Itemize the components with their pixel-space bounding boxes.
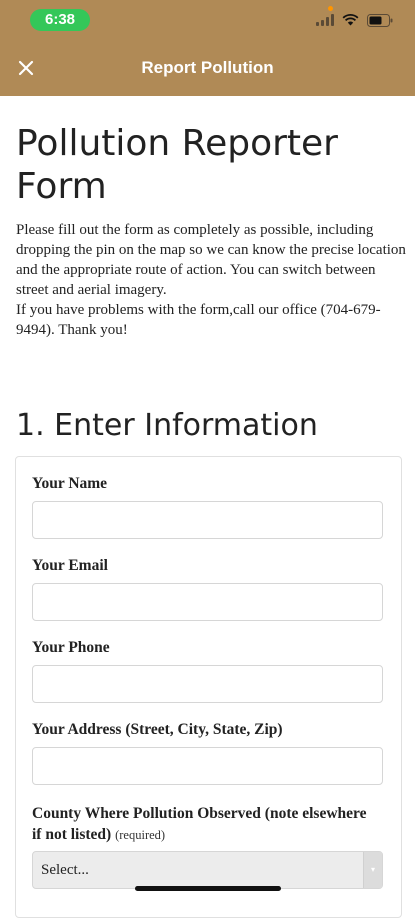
required-indicator: (required) — [115, 828, 166, 842]
select-arrow-icon: ▾ — [363, 852, 382, 888]
information-form — [15, 456, 402, 918]
home-indicator — [135, 886, 281, 891]
wifi-icon — [342, 14, 359, 26]
app-header — [0, 0, 415, 96]
name-label: Your Name — [32, 475, 108, 492]
phone-input[interactable] — [32, 665, 383, 703]
phone-label: Your Phone — [32, 639, 110, 656]
county-select-value: Select... — [41, 862, 89, 878]
email-input[interactable] — [32, 583, 383, 621]
status-time: 6:38 — [30, 9, 90, 31]
battery-icon — [367, 14, 393, 27]
status-bar — [0, 0, 415, 40]
address-input[interactable] — [32, 747, 383, 785]
section-heading: 1. Enter Information — [16, 408, 318, 443]
address-label: Your Address (Street, City, State, Zip) — [32, 721, 283, 738]
contact-paragraph: If you have problems with the form,call our office (704-679-9494). Thank you! — [16, 302, 381, 338]
email-label: Your Email — [32, 557, 108, 574]
county-label-text: County Where Pollution Observed (note elsewhere if not listed) — [32, 805, 367, 843]
name-input[interactable] — [32, 501, 383, 539]
intro-text — [16, 220, 406, 340]
page-title: Pollution Reporter Form — [16, 123, 338, 207]
header-title: Report Pollution — [141, 58, 274, 77]
county-select[interactable] — [32, 851, 383, 889]
signal-icon — [316, 14, 334, 26]
county-label — [32, 803, 372, 846]
intro-paragraph: Please fill out the form as completely as possible, including dropping the pin on the map so we can know the precise location and the appropriate route of action. You can switch between street and aerial imagery. — [16, 222, 406, 298]
